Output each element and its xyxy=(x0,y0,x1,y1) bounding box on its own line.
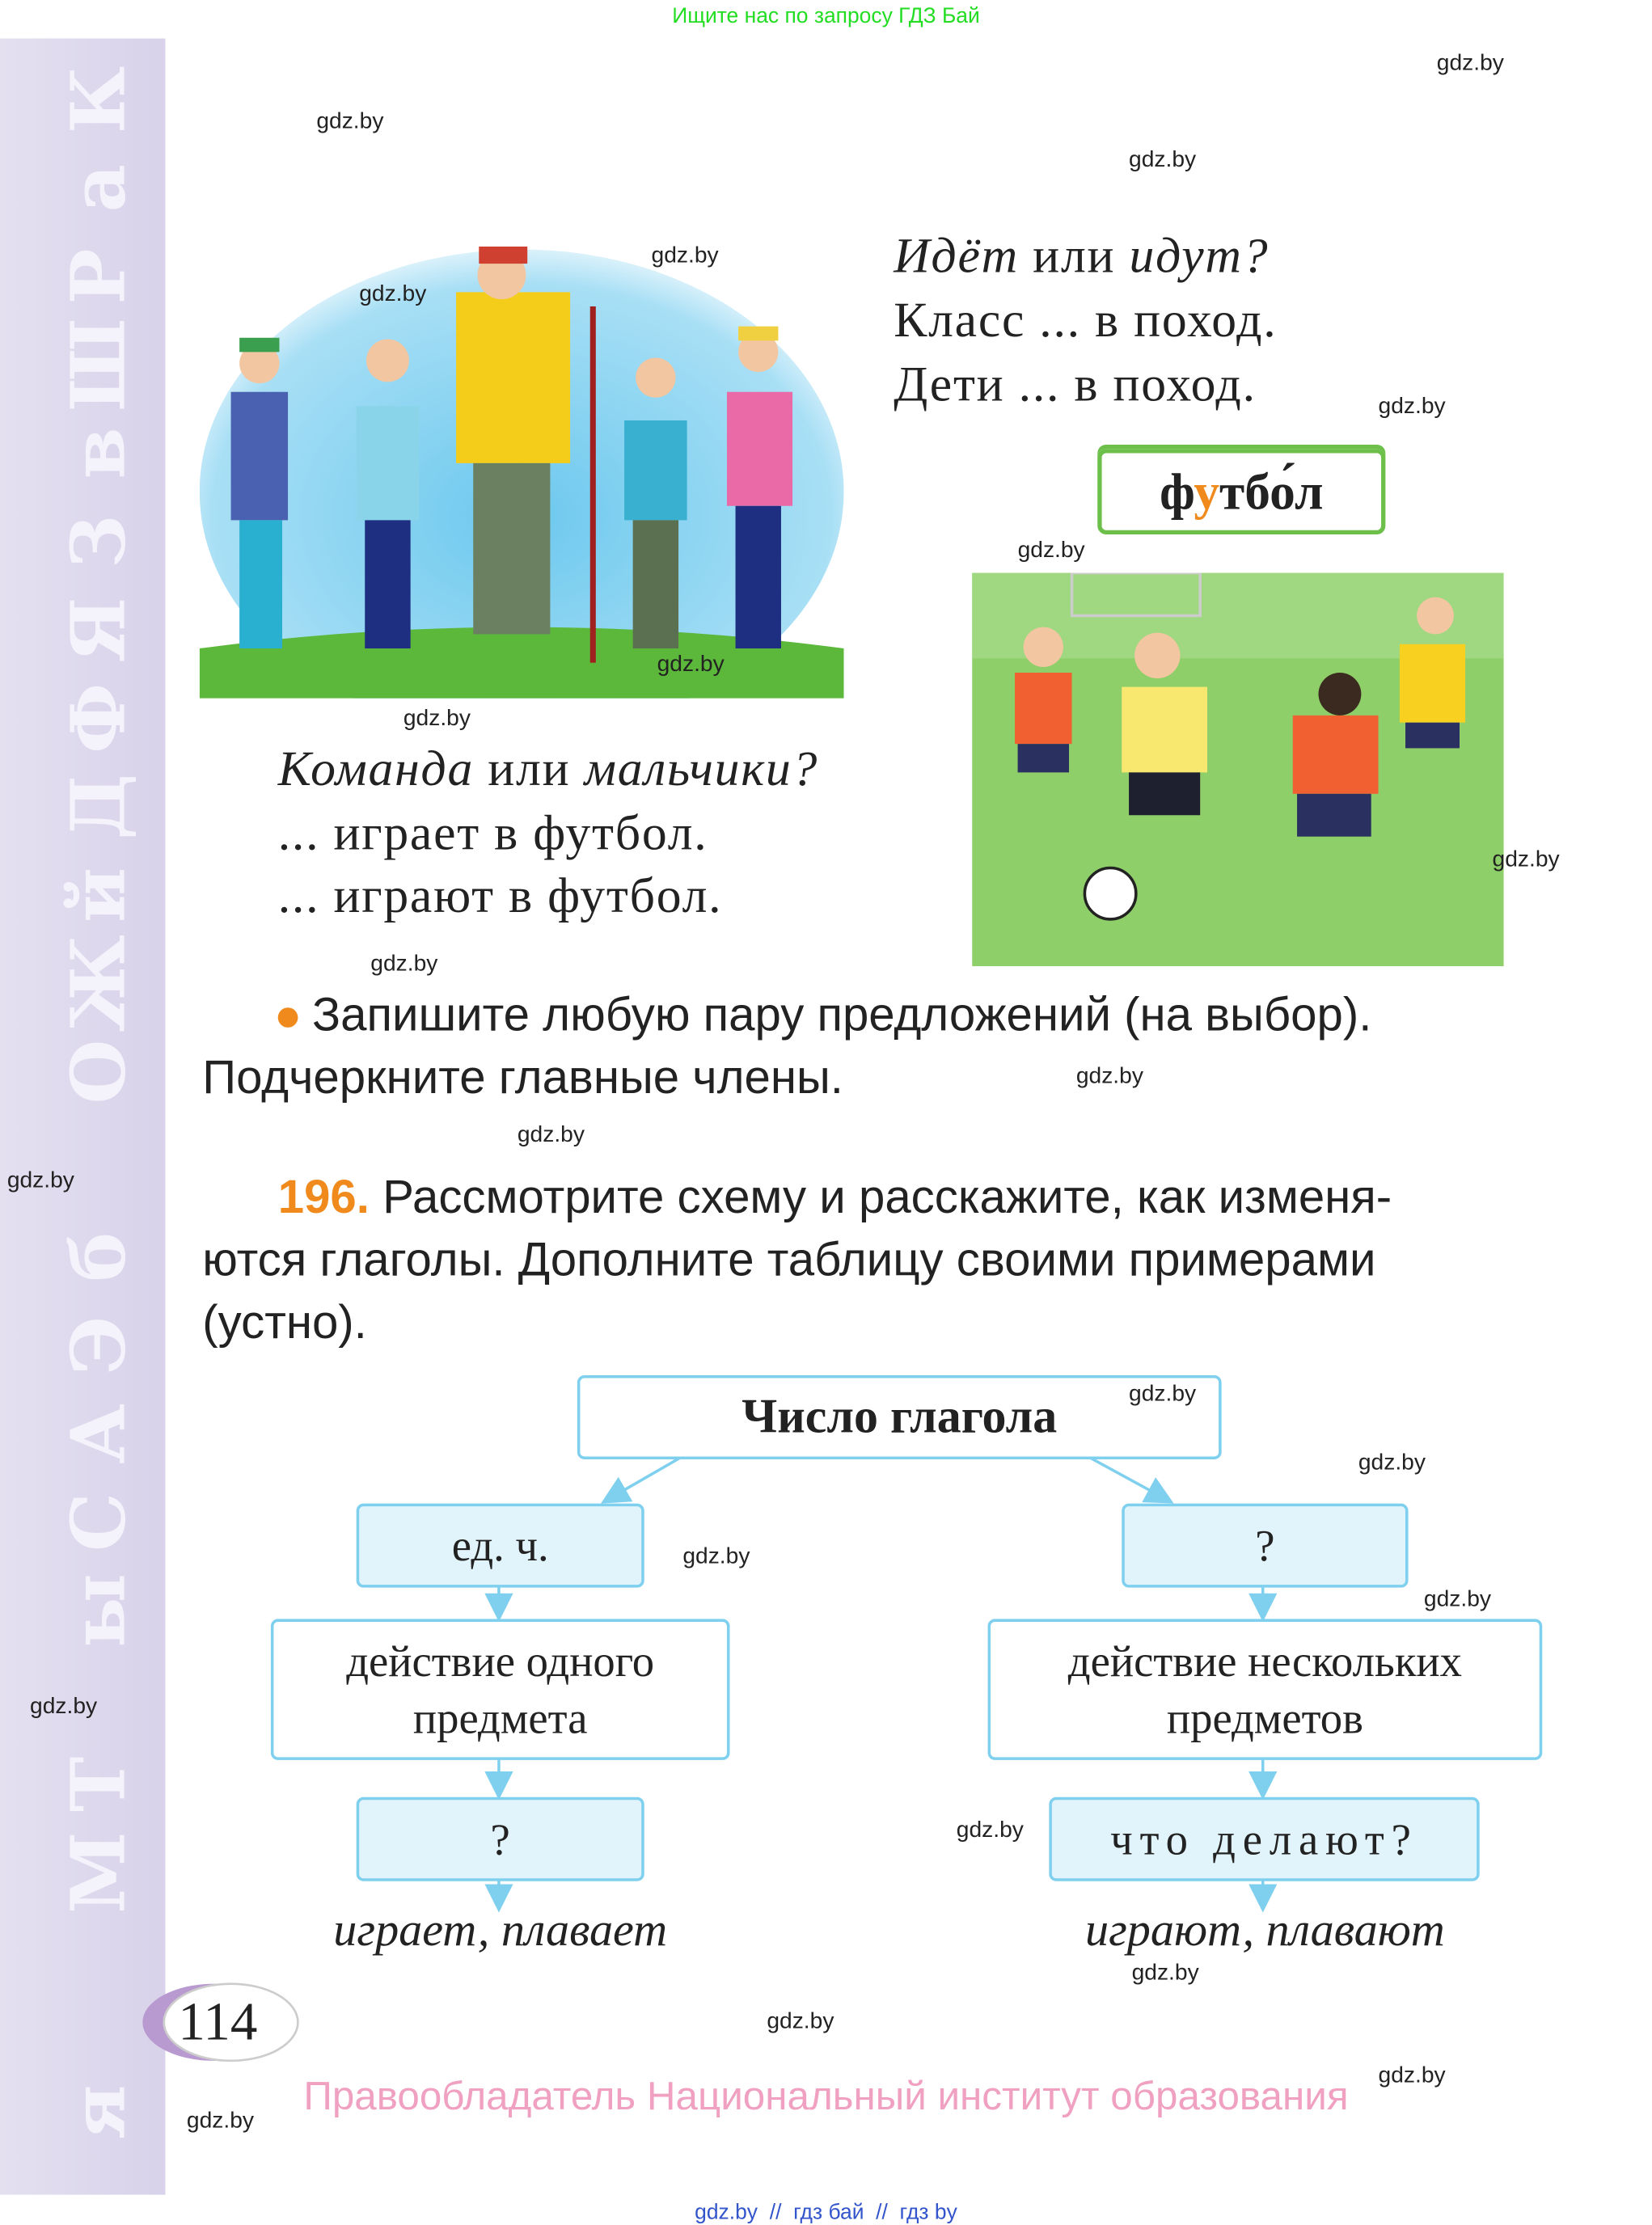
task-instruction-2: Подчеркните главные члены. xyxy=(202,1050,843,1104)
sidebar-letter: М xyxy=(55,1831,143,1914)
watermark: gdz.by xyxy=(651,243,719,268)
watermark: gdz.by xyxy=(657,652,725,678)
task-instruction: Запишите любую пару предложений (на выбор). xyxy=(278,983,1372,1046)
watermark: gdz.by xyxy=(956,1818,1024,1843)
sidebar-letter: в xyxy=(55,427,143,479)
plural-examples: играют, плавают xyxy=(1085,1905,1445,1957)
sidebar-letter: Т xyxy=(55,1756,143,1813)
sidebar-letter: Ф xyxy=(55,682,143,754)
watermark: gdz.by xyxy=(1423,1587,1492,1612)
vocabulary-word-box: футбо́л xyxy=(1097,449,1385,534)
watermark: gdz.by xyxy=(30,1694,98,1719)
sidebar-letter: Я xyxy=(55,597,143,663)
watermark: gdz.by xyxy=(1492,847,1560,872)
watermark: gdz.by xyxy=(1131,1961,1199,1986)
watermark: gdz.by xyxy=(370,952,438,977)
watermark: gdz.by xyxy=(1129,148,1197,173)
sidebar-letter: а xyxy=(55,163,143,213)
watermark: gdz.by xyxy=(1436,51,1504,76)
sidebar-letter: ы xyxy=(55,1573,143,1648)
diagram-plural-desc: действие нескольких предметов xyxy=(988,1619,1543,1760)
watermark: gdz.by xyxy=(1358,1450,1426,1476)
sidebar-letter: Ж xyxy=(55,935,143,1032)
exercise-196-text-2: ются глаголы. Дополните таблицу своими примерами xyxy=(202,1232,1376,1286)
sidebar-letter: я xyxy=(55,2084,143,2140)
copyright-notice: Правообладатель Национальный институт образования xyxy=(303,2073,1349,2118)
diagram-plural-question: что делают? xyxy=(1049,1797,1479,1881)
football-sentence-2: ... играют в футбол. xyxy=(277,868,723,924)
hiking-sentence-1: Класс ... в поход. xyxy=(894,292,1278,348)
football-sentence-1: ... играет в футбол. xyxy=(277,804,708,861)
watermark: gdz.by xyxy=(1129,1382,1197,1407)
footer-links[interactable]: gdz.by // гдз бай // гдз by xyxy=(695,2200,957,2225)
watermark: gdz.by xyxy=(517,1123,585,1147)
exercise-196-text-3: (устно). xyxy=(202,1295,367,1349)
watermark: gdz.by xyxy=(1378,2063,1446,2088)
sidebar-letter: З xyxy=(55,514,143,568)
singular-examples: играет, плавает xyxy=(333,1905,668,1957)
sidebar-letter: б xyxy=(55,1232,143,1282)
watermark: gdz.by xyxy=(316,109,384,134)
watermark: gdz.by xyxy=(6,1168,74,1193)
sidebar-letter: Ш xyxy=(55,318,143,412)
football-question: Команда или мальчики? xyxy=(277,741,819,797)
diagram-singular-desc: действие одного предмета xyxy=(271,1619,730,1760)
page-number: 114 xyxy=(178,1992,258,2053)
sidebar-letter: Р xyxy=(55,248,143,305)
sidebar-letter: Э xyxy=(55,1315,143,1375)
diagram-singular-box: ед. ч. xyxy=(357,1504,644,1588)
diagram-plural-box: ? xyxy=(1122,1504,1408,1588)
search-banner: Ищите нас по запросу ГДЗ Бай xyxy=(672,4,980,29)
hiking-sentence-2: Дети ... в поход. xyxy=(894,356,1257,412)
sidebar-letter: С xyxy=(55,1492,143,1552)
sidebar-letter: Д xyxy=(55,773,143,840)
watermark: gdz.by xyxy=(767,2009,834,2034)
watermark: gdz.by xyxy=(403,707,471,732)
watermark: gdz.by xyxy=(1017,538,1085,564)
watermark: gdz.by xyxy=(359,282,427,306)
diagram-root-box: Число глагола xyxy=(577,1375,1222,1459)
hiking-question: Идёт или идут? xyxy=(894,228,1270,284)
sidebar-letter: й xyxy=(55,867,143,923)
sidebar-letter: А xyxy=(55,1403,143,1464)
watermark: gdz.by xyxy=(682,1544,750,1569)
watermark: gdz.by xyxy=(1075,1064,1143,1089)
sidebar-letter: К xyxy=(55,65,143,134)
exercise-196-text: 196. Рассмотрите схему и расскажите, как изменя- xyxy=(277,1170,1392,1223)
sidebar-letter: О xyxy=(55,1039,143,1104)
diagram-singular-question: ? xyxy=(357,1797,644,1881)
watermark: gdz.by xyxy=(186,2109,255,2134)
watermark: gdz.by xyxy=(1378,395,1446,420)
